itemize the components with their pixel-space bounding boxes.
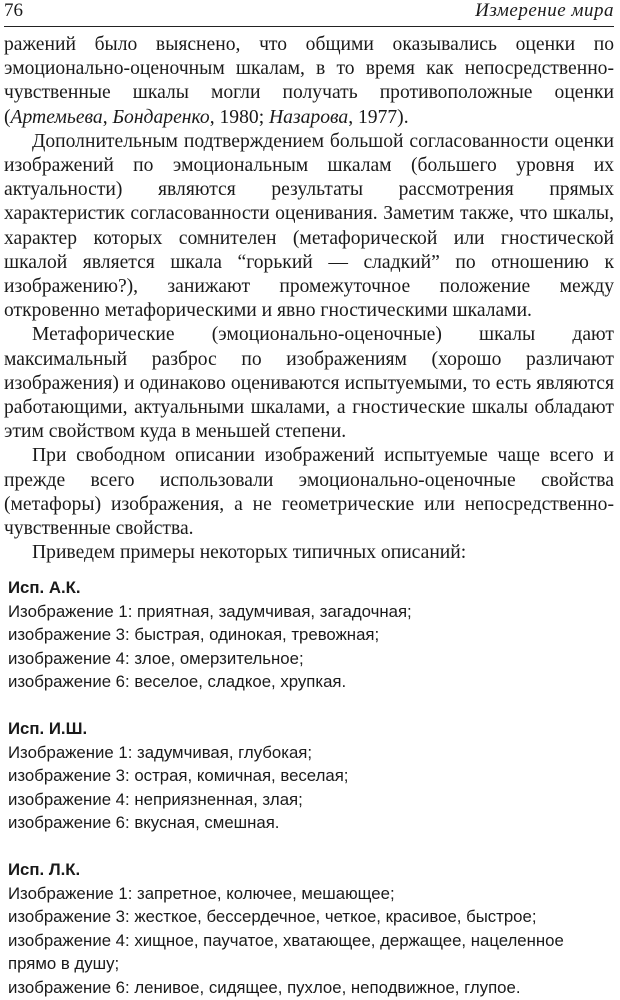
description-line: Изображение 1: задумчивая, глубокая; — [8, 742, 313, 762]
description-line: изображение 4: злое, омерзительное; — [8, 648, 304, 668]
description-line: изображение 6: веселое, сладкое, хрупкая. — [8, 672, 347, 692]
description-line: изображение 6: вкусная, смешная. — [8, 813, 280, 833]
main-text — [4, 33, 614, 565]
subject-block — [8, 858, 614, 1000]
text-run: ражений было выяснено, что общими оказывались оценки по эмоционально-оценочным шкалам, в то время как непосредственно-чувственные шкалы могли получать противоположные оценки ( — [4, 34, 614, 128]
text-run: При свободном описании изображений испытуемые чаще всего и прежде всего использовали эмоционально-оценочные свойства (метафоры) изображения, а не геометрические или непосредственно-чувственные свойства. — [4, 445, 614, 540]
description-line: изображение 3: быстрая, одинокая, тревожная; — [8, 625, 380, 645]
page-number: 76 — [4, 0, 23, 21]
description-line: изображение 3: жесткое, бессердечное, четкое, красивое, быстрое; — [8, 907, 537, 927]
description-line: изображение 4: неприязненная, злая; — [8, 789, 303, 809]
description-line: Изображение 1: приятная, задумчивая, загадочная; — [8, 601, 412, 621]
text-run: Дополнительным подтверждением большой согласованности оценки изображений по эмоциональным шкалам (большего уровня их актуальности) являются результаты рассмотрения прямых характеристик согласованности оценивания. Заметим также, что шкалы, характер которых сомнителен (метафорической или гностической шкалой является шкала “горький — сладкий” по отношению к изображению?), занижают промежуточное положение между откровенно метафорическими и явно гностическими шкалами. — [4, 130, 614, 322]
subject-name: Исп. А.К. — [8, 578, 81, 597]
subject-name: Исп. И.Ш. — [8, 718, 88, 738]
paragraph — [4, 130, 614, 324]
text-run: Метафорические (эмоционально-оценочные) шкалы дают максимальный разброс по изображениям (хорошо различают изображения) и одинаково оцениваются испытуемыми, то есть являются работающими, актуальными шкалами, а гностические шкалы обладают этим свойством куда в меньшей степени. — [4, 324, 614, 443]
cited-author: Артемьева — [10, 106, 103, 128]
text-run: Приведем примеры некоторых типичных описаний: — [32, 542, 467, 564]
description-line: изображение 4: хищное, паучатое, хватающее, держащее, нацеленное прямо в душу; — [8, 930, 564, 974]
paragraph — [4, 444, 614, 541]
description-line: изображение 6: ленивое, сидящее, пухлое, неподвижное, глупое. — [8, 977, 521, 997]
text-run: , 1977). — [348, 106, 409, 128]
paragraph — [4, 323, 614, 444]
cited-author: Назарова — [269, 106, 349, 128]
paragraph — [4, 33, 614, 130]
description-line: Изображение 1: запретное, колючее, мешающее; — [8, 883, 395, 903]
subject-block — [8, 717, 614, 835]
description-examples — [8, 576, 614, 1000]
text-run: , — [102, 106, 113, 128]
paragraph — [4, 541, 614, 565]
running-title: Измерение мира — [475, 0, 614, 21]
cited-author: Бондаренко — [112, 106, 210, 128]
subject-block — [8, 576, 614, 694]
page-header — [4, 0, 614, 27]
description-line: изображение 3: острая, комичная, веселая; — [8, 766, 349, 786]
subject-name: Исп. Л.К. — [8, 859, 81, 879]
text-run: , 1980; — [209, 106, 270, 128]
